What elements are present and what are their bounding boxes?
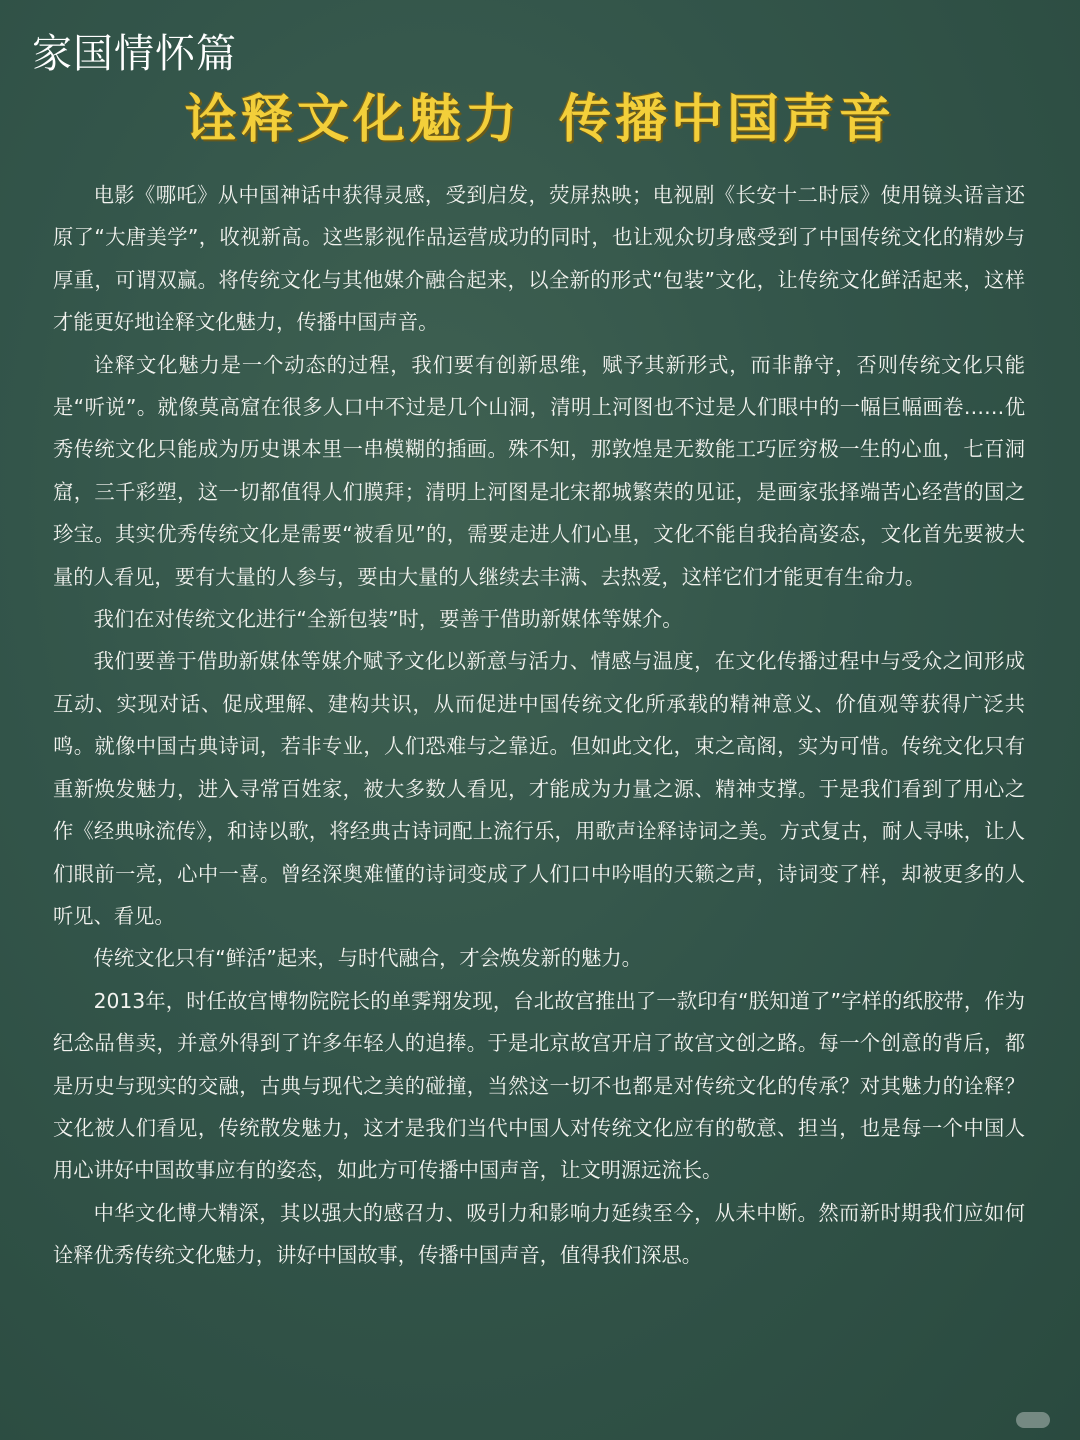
title-part-1: 诠释文化魅力 [184,90,521,150]
paragraph: 我们在对传统文化进行“全新包装”时，要善于借助新媒体等媒介。 [93,607,683,632]
watermark-logo [1016,1412,1050,1428]
paragraph: 传统文化只有“鲜活”起来，与时代融合，才会焕发新的魅力。 [93,946,642,971]
paragraph: 我们要善于借助新媒体等媒介赋予文化以新意与活力、情感与温度，在文化传播过程中与受众之间形成互动、实现对话、促成理解、建构共识，从而促进中国传统文化所承载的精神意义、价值观等获得广泛共鸣。就像中国古典诗词，若非专业，人们恐难与之靠近。但如此文化，束之高阁，实为可惜。传统文化只有重新焕发魅力，进入寻常百姓家，被大多数人看见，才能成为力量之源、精神支撑。于是我们看到了用心之作《经典咏流传》，和诗以歌，将经典古诗词配上流行乐，用歌声诠释诗词之美。方式复古，耐人寻味，让人们眼前一亮，心中一喜。曾经深奥难懂的诗词变成了人们口中吟唱的天籁之声，诗词变了样，却被更多的人听见、看见。 [53,649,1025,928]
paragraph: 电影《哪吒》从中国神话中获得灵感，受到启发，荧屏热映；电视剧《长安十二时辰》使用镜头语言还原了“大唐美学”，收视新高。这些影视作品运营成功的同时，也让观众切身感受到了中国传统文化的精妙与厚重，可谓双赢。将传统文化与其他媒介融合起来，以全新的形式“包装”文化，让传统文化鲜活起来，这样才能更好地诠释文化魅力，传播中国声音。 [53,183,1025,335]
paragraph: 2013年，时任故宫博物院院长的单霁翔发现，台北故宫推出了一款印有“朕知道了”字样的纸胶带，作为纪念品售卖，并意外得到了许多年轻人的追捧。于是北京故宫开启了故宫文创之路。每一个创意的背后，都是历史与现实的交融，古典与现代之美的碰撞，当然这一切不也都是对传统文化的传承？对其魅力的诠释？文化被人们看见，传统散发魅力，这才是我们当代中国人对传统文化应有的敬意、担当，也是每一个中国人用心讲好中国故事应有的姿态，如此方可传播中国声音，让文明源远流长。 [53,988,1025,1183]
article-body [53,174,1025,1277]
category-label: 家国情怀篇 [32,31,237,77]
paragraph: 中华文化博大精深，其以强大的感召力、吸引力和影响力延续至今，从未中断。然而新时期我们应如何诠释优秀传统文化魅力，讲好中国故事，传播中国声音，值得我们深思。 [53,1200,1025,1268]
title-part-2: 传播中国声音 [559,90,896,150]
page-title [0,86,1080,154]
paragraph: 诠释文化魅力是一个动态的过程，我们要有创新思维，赋予其新形式，而非静守，否则传统文化只能是“听说”。就像莫高窟在很多人口中不过是几个山洞，清明上河图也不过是人们眼中的一幅巨幅画卷……优秀传统文化只能成为历史课本里一串模糊的插画。殊不知，那敦煌是无数能工巧匠穷极一生的心血，七百洞窟，三千彩塑，这一切都值得人们膜拜；清明上河图是北宋都城繁荣的见证，是画家张择端苦心经营的国之珍宝。其实优秀传统文化是需要“被看见”的，需要走进人们心里，文化不能自我抬高姿态，文化首先要被大量的人看见，要有大量的人参与，要由大量的人继续去丰满、去热爱，这样它们才能更有生命力。 [53,352,1025,589]
